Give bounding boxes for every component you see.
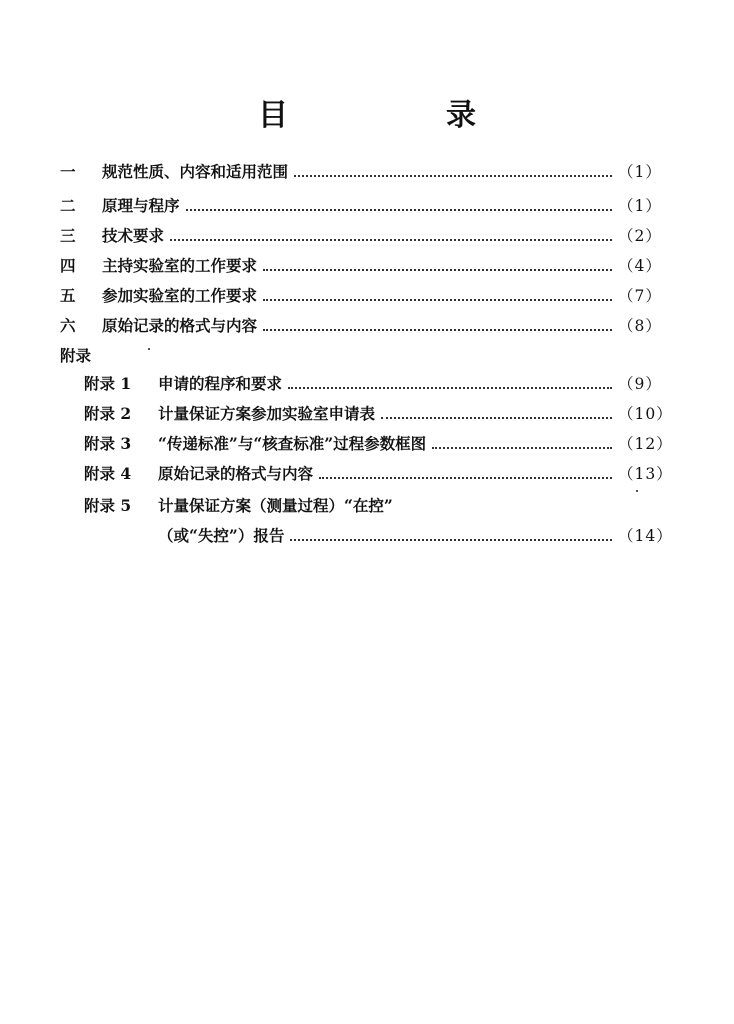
toc-entry-title: 主持实验室的工作要求 (102, 256, 258, 275)
toc-entry-page: （1） (618, 197, 662, 215)
appendix-entry-number: 附录 3 (84, 434, 132, 453)
toc-entry-page: （2） (618, 227, 662, 245)
toc-entry-title: 技术要求 (102, 226, 165, 245)
dot-leader (288, 387, 612, 389)
dot-leader (170, 239, 612, 241)
dot-leader (263, 269, 612, 271)
page-title: 目 录 (258, 98, 540, 133)
appendix-entry-title: 原始记录的格式与内容 (158, 464, 314, 483)
appendix-entry-page: （13） (618, 465, 673, 483)
scan-speck (636, 490, 638, 492)
dot-leader (290, 539, 612, 541)
toc-entry-6 (60, 314, 660, 338)
toc-entry-page: （1） (618, 163, 662, 181)
appendix-entry-page: （9） (618, 375, 662, 393)
toc-entry-number: 一 (60, 162, 76, 181)
dot-leader (319, 477, 612, 479)
appendix-header: 附录 (60, 346, 92, 365)
toc-entry-4 (60, 254, 660, 278)
appendix-entry-title: （或“失控”）报告 (158, 526, 285, 545)
toc-entry-2 (60, 194, 660, 218)
appendix-entry-page: （12） (618, 435, 673, 453)
appendix-entry-4 (84, 462, 673, 486)
dot-leader (263, 299, 612, 301)
appendix-entry-title: 计量保证方案参加实验室申请表 (158, 404, 376, 423)
dot-leader (432, 447, 612, 449)
dot-leader (381, 417, 612, 419)
toc-entry-5 (60, 284, 660, 308)
toc-entry-number: 五 (60, 286, 76, 305)
toc-entry-number: 三 (60, 226, 76, 245)
appendix-entry-number: 附录 2 (84, 404, 132, 423)
toc-entry-page: （8） (618, 317, 662, 335)
toc-entry-title: 原理与程序 (102, 196, 180, 215)
toc-entry-number: 四 (60, 256, 76, 275)
dot-leader (186, 209, 612, 211)
toc-entry-number: 二 (60, 196, 76, 215)
appendix-entry-number: 附录 4 (84, 464, 132, 483)
appendix-entry-3 (84, 432, 673, 456)
appendix-entry-number: 附录 5 (84, 496, 132, 515)
toc-entry-title: 参加实验室的工作要求 (102, 286, 258, 305)
toc-entry-title: 原始记录的格式与内容 (102, 316, 258, 335)
appendix-entry-5-continuation (84, 524, 673, 548)
dot-leader (263, 329, 612, 331)
toc-entry-page: （7） (618, 287, 662, 305)
appendix-entry-2 (84, 402, 673, 426)
appendix-entry-title: 申请的程序和要求 (158, 374, 283, 393)
toc-entry-3 (60, 224, 660, 248)
toc-entry-1 (60, 160, 660, 184)
appendix-entry-title: “传递标准”与“核查标准”过程参数框图 (158, 434, 427, 453)
appendix-entry-page: （14） (618, 527, 673, 545)
appendix-entry-page: （10） (618, 405, 673, 423)
appendix-entry-number: 附录 1 (84, 374, 132, 393)
scan-speck (148, 348, 150, 350)
toc-entry-page: （4） (618, 257, 662, 275)
dot-leader (294, 175, 612, 177)
appendix-entry-5 (84, 494, 660, 518)
toc-entry-number: 六 (60, 316, 76, 335)
toc-entry-title: 规范性质、内容和适用范围 (102, 162, 289, 181)
appendix-entry-1 (84, 372, 660, 396)
appendix-entry-title: 计量保证方案（测量过程）“在控” (158, 496, 393, 515)
